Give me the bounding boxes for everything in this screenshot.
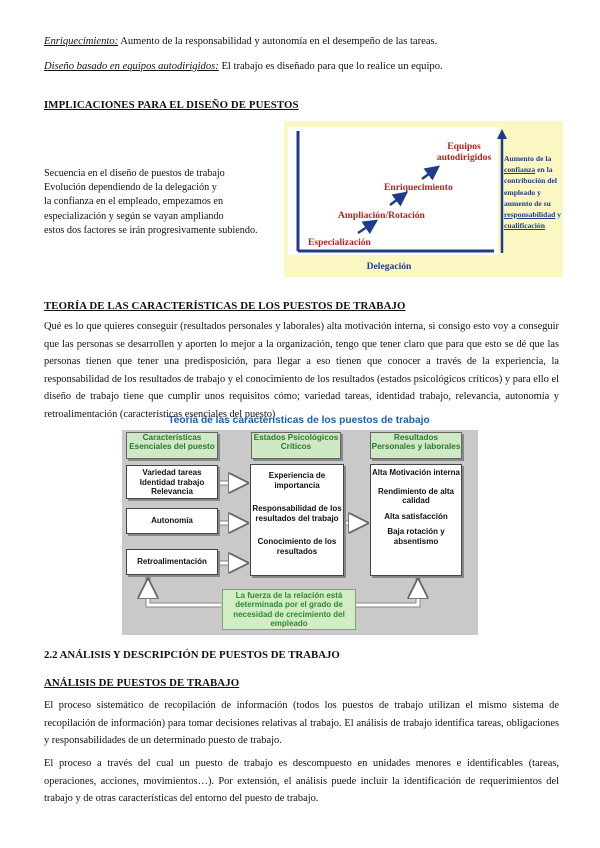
resultado-rotacion: Baja rotación y absentismo: [387, 527, 445, 546]
section3-paragraph-2: El proceso a través del cual un puesto de trabajo es descompuesto en unidades menores e identificables (tareas, operaciones, acciones, movimientos…). Por extensión, el análisis puede incluir la identificación de requerimientos del trabajo y de otras características del entorno del puesto de trabajo.: [44, 758, 559, 805]
resultado-motivacion: Alta Motivación interna: [371, 468, 460, 477]
step-ampliacion-rotacion: Ampliación/Rotación: [338, 210, 425, 221]
intro-line-2: [44, 58, 443, 75]
box-autonomia: Autonomía: [126, 508, 218, 534]
section1-line: la confianza en el empleado, empezamos en: [44, 196, 224, 208]
side-label-part: en la contribución del empleado y aumento de su: [504, 165, 557, 208]
box-estados-psicologicos: [250, 464, 344, 576]
header-estados: Estados Psicológicos Críticos: [251, 432, 341, 459]
term-enriquecimiento: Enriquecimiento:: [44, 36, 119, 47]
moderator-arrow-right: [355, 581, 418, 605]
step-especializacion: Especialización: [308, 237, 371, 248]
section1-line: Evolución dependiendo de la delegación y: [44, 182, 217, 194]
step-arrow: [422, 167, 438, 179]
side-label-part: y: [555, 210, 562, 220]
header-resultados: Resultados Personales y laborales: [370, 432, 462, 459]
resultado-rendimiento: Rendimiento de alta calidad: [377, 486, 454, 506]
estado-conocimiento: Conocimiento de los resultados: [257, 537, 337, 556]
step-enriquecimiento: Enriquecimiento: [384, 182, 453, 193]
box-variedad-identidad-relevancia: Variedad tareas Identidad trabajo Relevancia: [126, 465, 218, 499]
figure2-title: Teoría de las características de los puestos de trabajo: [168, 415, 430, 426]
step-arrow: [358, 221, 376, 233]
step-equipos-autodirigidos: Equipos autodirigidos: [436, 141, 492, 163]
section1-line: especialización y según se vayan ampliando: [44, 210, 224, 222]
side-label: [504, 153, 562, 231]
estado-responsabilidad: Responsabilidad de los resultados del trabajo: [252, 504, 342, 523]
side-label-responsabilidad: responsabilidad: [504, 210, 556, 220]
moderator-box: La fuerza de la relación está determinada por el grado de necesidad de crecimiento del empleado: [222, 589, 356, 630]
section1-text: [44, 167, 258, 238]
box-retroalimentacion: Retroalimentación: [126, 549, 218, 575]
intro-line-1: [44, 33, 437, 50]
section3-paragraph-1: El proceso sistemático de recopilación de información (todos los puestos de trabajo utilizan el mismo sistema de recopilación de información) para tomar decisiones relativas al trabajo. El análisis de trabajo identifica tareas, obligaciones y responsabilidades de un determinado puesto de trabajo.: [44, 700, 559, 747]
heading-analisis-descripcion: 2.2 ANÁLISIS Y DESCRIPCIÓN DE PUESTOS DE TRABAJO: [44, 649, 340, 661]
heading-implicaciones: IMPLICACIONES PARA EL DISEÑO DE PUESTOS: [44, 99, 299, 111]
side-label-part: Aumento de la: [504, 154, 552, 163]
side-label-confianza: confianza: [504, 165, 536, 175]
section1-line: estos dos factores se irán progresivamente subiendo.: [44, 224, 258, 236]
axis-label-delegacion: Delegación: [366, 261, 412, 272]
heading-teoria: TEORÍA DE LAS CARACTERÍSTICAS DE LOS PUESTOS DE TRABAJO: [44, 300, 406, 312]
box-resultados: [370, 464, 462, 576]
moderator-arrow-left: [148, 581, 221, 605]
header-caracteristicas: Características Esenciales del puesto: [126, 432, 218, 459]
job-design-evolution-figure: [284, 121, 563, 277]
resultado-satisfaccion: Alta satisfacción: [384, 511, 448, 521]
term-equipos-autodirigidos: Diseño basado en equipos autodirigidos:: [44, 61, 219, 72]
section2-paragraph: Qué es lo que quieres conseguir (resultados personales y laborales) alta motivación interna, si consigo esto voy a conseguir que las personas se desarrollen y aporten lo mejor a la organización, tengo que tener claro que para que esto se dé que las personas tienen que tener una predisposición, para llegar a eso tienen que conocer a través de la experiencia, la responsabilidad de los resultados de trabajo y el conocimiento de los resultados (estados psicológicos críticos) y para ello el diseño de trabajo tiene que cumplir unos requisitos cómo; variedad tareas, identidad trabajo, relevancia, autonomía y retroalimentación (características esenciales del puesto): [44, 321, 559, 420]
step-arrow: [390, 193, 406, 205]
definition-enriquecimiento: Aumento de la responsabilidad y autonomía en el desempeño de las tareas.: [118, 36, 438, 47]
estado-experiencia: Experiencia de importancia: [268, 471, 326, 490]
subheading-analisis-puestos: ANÁLISIS DE PUESTOS DE TRABAJO: [44, 677, 240, 689]
section1-line: Secuencia en el diseño de puestos de trabajo: [44, 168, 225, 179]
side-label-cualificacion: cualificación: [504, 221, 545, 231]
definition-equipos-autodirigidos: El trabajo es diseñado para que lo realice un equipo.: [218, 61, 443, 72]
job-characteristics-model-figure: [118, 415, 480, 635]
figure1-plot-area: [288, 127, 498, 255]
